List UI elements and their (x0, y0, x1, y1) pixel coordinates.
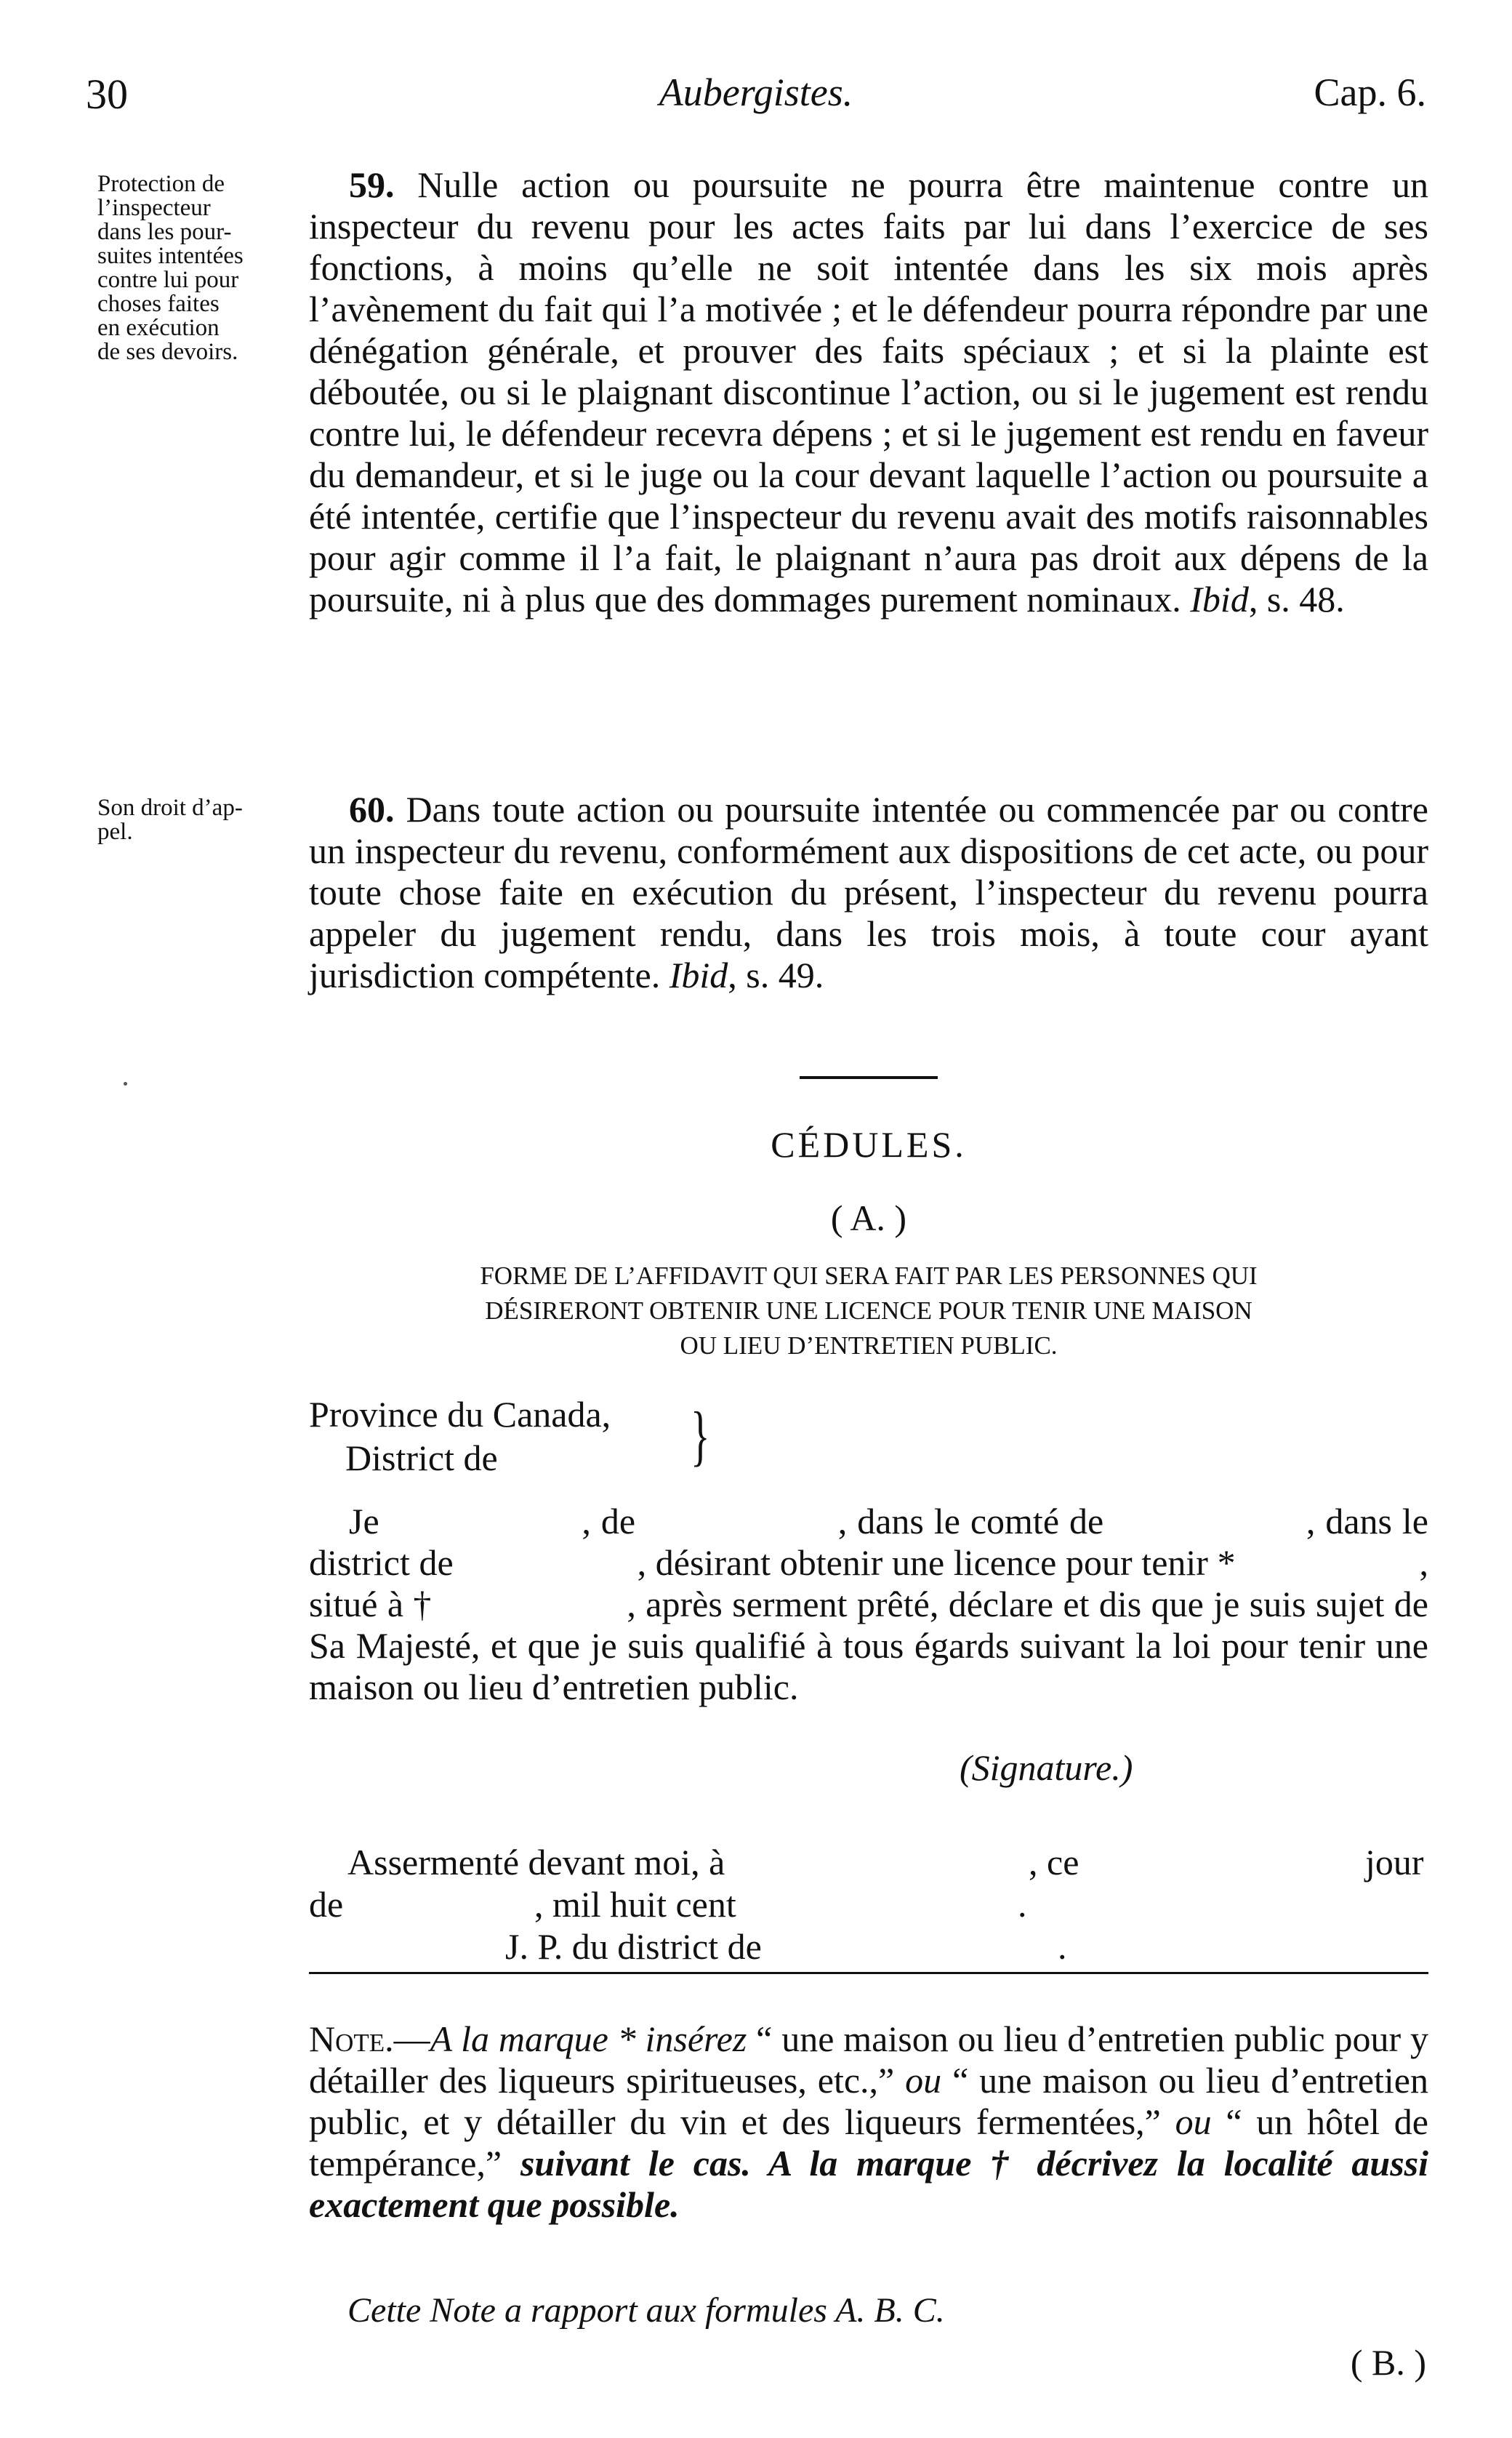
venue-block (309, 1392, 611, 1480)
note-italic: A la marque * insérez (430, 2018, 747, 2059)
sworn-text: . (1018, 1884, 1027, 1925)
section-59 (309, 164, 1428, 620)
margin-note-line: pel. (97, 819, 133, 845)
print-speck (124, 1082, 127, 1086)
margin-note-line: Protection de (97, 171, 225, 197)
sworn-text: , mil huit cent (534, 1884, 736, 1925)
cedule-a-label: ( A. ) (830, 1198, 907, 1238)
note-block (309, 2018, 1428, 2226)
district-line: District de (345, 1437, 498, 1478)
sworn-text: de (309, 1884, 344, 1925)
margin-note-appel (97, 796, 286, 844)
section-60 (309, 789, 1428, 996)
margin-note-line: contre lui pour (97, 267, 239, 293)
citation-ibid: Ibid (669, 955, 728, 995)
margin-note-line: l’inspecteur (97, 195, 211, 221)
sworn-text: , ce (1029, 1842, 1079, 1882)
section-text: Nulle action ou poursuite ne pourra être maintenue contre un inspecteur du revenu pour les actes faits par lui dans l’exercice de ses fonctions, à moins qu’elle ne soit intentée dans les six mois après l’avènement du fait qui l’a motivée ; et le défendeur pourra répondre par une dénégation générale, et prouver des faits spéciaux ; et si la plainte est déboutée, ou si le plaignant discontinue l’action, ou si le jugement est rendu contre lui, le défendeur recevra dépens ; et si le jugement est rendu en faveur du demandeur, et si le juge ou la cour devant laquelle l’action ou poursuite a été intentée, certifie que l’inspecteur du revenu avait des motifs raisonnables pour agir comme il l’a fait, le plaignant n’aura pas droit aux dépens de la poursuite, ni à plus que des dommages purement nominaux. (309, 164, 1429, 619)
note-text: “ un hôtel de tempérance,” (309, 2101, 1428, 2184)
province-line: Province du Canada, (309, 1394, 611, 1435)
affidavit-paragraph: Je , de , dans le comté de , dans le district de , désirant obtenir une licence pour tenir * , situé à † , après serment prêté, déclare et dis que je suis sujet de Sa Majesté, et que je suis qualifié à tous égards suivant la loi pour tenir une maison ou lieu d’entretien public. (309, 1501, 1438, 1707)
section-text: Dans toute action ou poursuite intentée ou commencée par ou contre un inspecteur du revenu, conformément aux dispositions de cet acte, ou pour toute chose faite en exécution du présent, l’inspecteur du revenu pourra appeler du jugement rendu, dans les trois mois, à toute cour ayant jurisdiction compétente. (309, 789, 1428, 995)
section-60-paragraph (309, 789, 1428, 996)
section-number: 59. (349, 164, 395, 205)
citation-ibid: Ibid (1190, 579, 1249, 619)
margin-note-line: Son droit d’ap- (97, 795, 243, 821)
page-header (86, 70, 1426, 128)
sworn-text: Assermenté devant moi, à (347, 1842, 725, 1882)
cedules-title: CÉDULES. (771, 1124, 967, 1165)
margin-note-line: dans les pour- (97, 219, 232, 245)
note-italic: ou (1175, 2101, 1212, 2142)
section-59-paragraph (309, 164, 1428, 620)
sworn-text: J. P. du district de (505, 1926, 762, 1967)
signature-label: (Signature.) (960, 1747, 1133, 1788)
sworn-text: jour (1365, 1842, 1424, 1882)
margin-note-line: suites intentées (97, 243, 244, 269)
citation-section: , s. 48. (1248, 579, 1345, 619)
sworn-text: . (1058, 1926, 1067, 1967)
note-paragraph (309, 2018, 1428, 2226)
margin-note-line: en exécution (97, 315, 220, 341)
affidavit-text (309, 1501, 1438, 1708)
section-number: 60. (349, 789, 395, 830)
form-heading-line: FORME DE L’AFFIDAVIT QUI SERA FAIT PAR LES PERSONNES QUI (480, 1262, 1258, 1290)
running-title: Aubergistes. (659, 71, 853, 114)
cedule-b-label: ( B. ) (1350, 2342, 1426, 2383)
note-divider (309, 1972, 1428, 1974)
note-label: Note. (309, 2018, 394, 2059)
chapter-label: Cap. 6. (1314, 71, 1426, 114)
margin-note-line: de ses devoirs. (97, 339, 238, 365)
page-number: 30 (86, 71, 128, 118)
form-heading-line: DÉSIRERONT OBTENIR UNE LICENCE POUR TENIR UNE MAISON (485, 1296, 1252, 1325)
venue-brace: } (691, 1398, 710, 1472)
form-heading (309, 1259, 1428, 1363)
note-text: “ une maison ou lieu d’entretien public, et y détailler du vin et des liqueurs fermentées,” (309, 2060, 1428, 2142)
form-heading-line: OU LIEU D’ENTRETIEN PUBLIC. (680, 1331, 1058, 1360)
section-divider (800, 1076, 938, 1079)
note-dash: — (393, 2018, 430, 2059)
margin-note-protection (97, 172, 286, 364)
note-text: “ une maison ou lieu d’entretien public pour y détailler des liqueurs spiritueuses, etc.,” (309, 2018, 1428, 2101)
note-italic: ou (905, 2060, 942, 2101)
footer-note: Cette Note a rapport aux formules A. B. C. (347, 2291, 945, 2330)
margin-note-line: choses faites (97, 291, 220, 317)
note-italic: suivant le cas. A la marque † décrivez la localité aussi exactement que possible. (309, 2143, 1428, 2225)
citation-section: , s. 49. (728, 955, 824, 995)
